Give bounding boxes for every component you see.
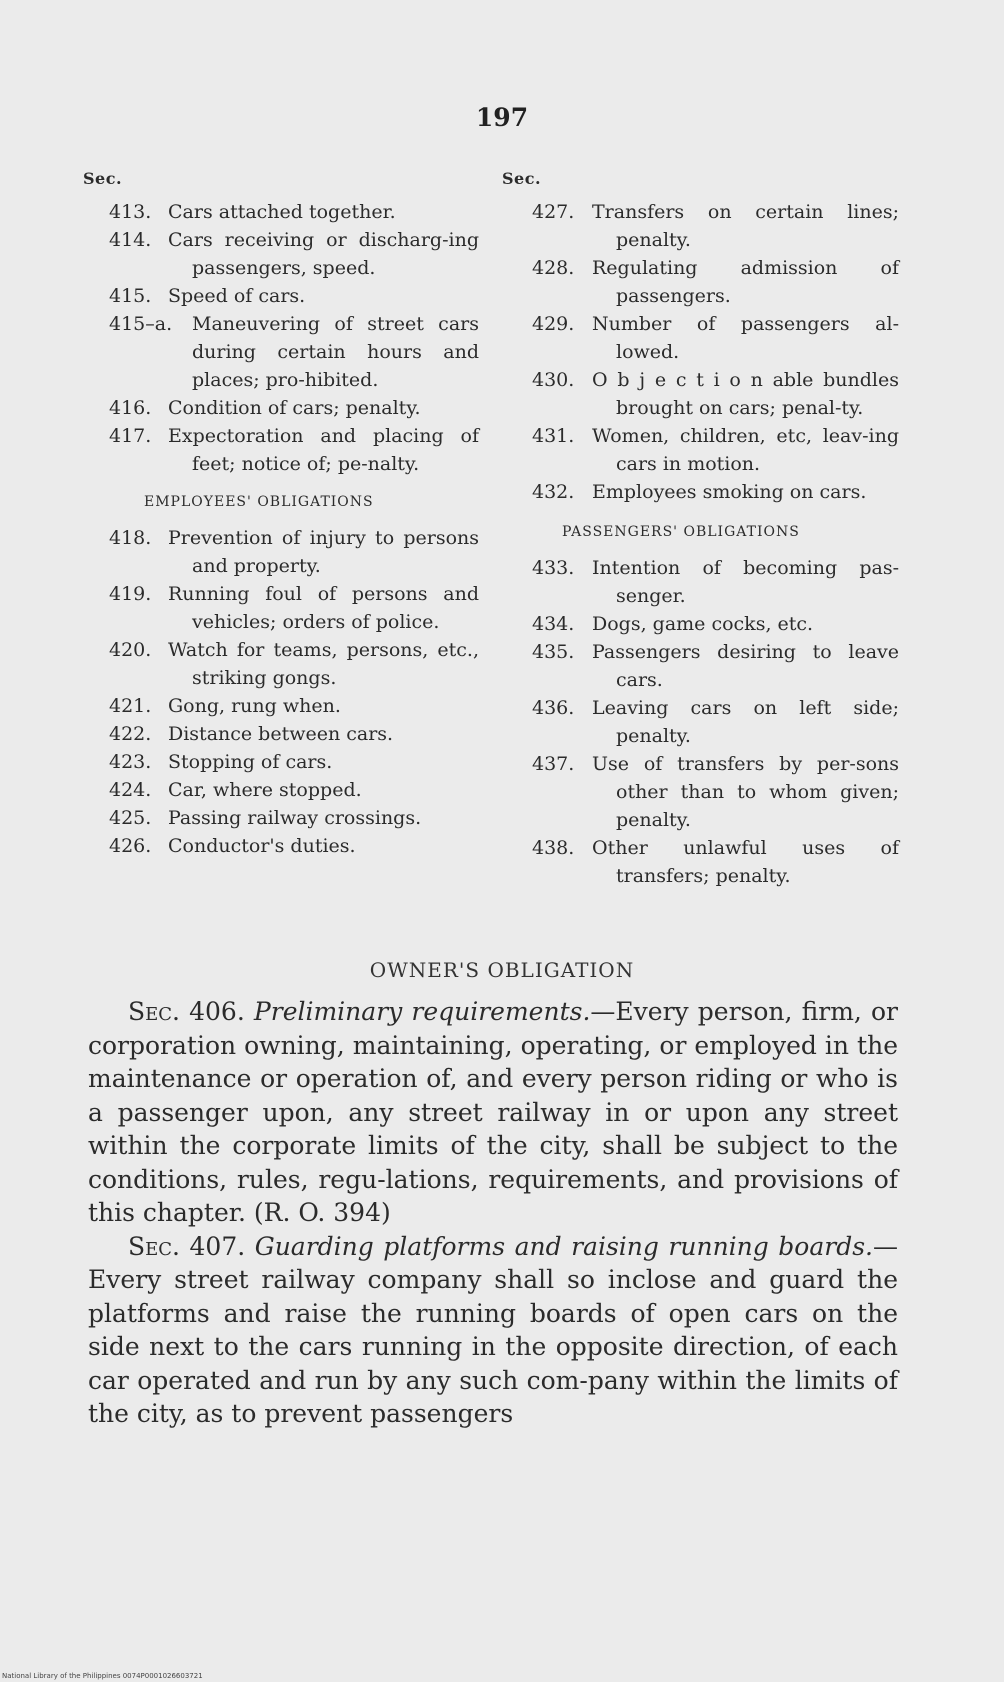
entry-number: 414. [109,229,152,251]
page-number: 197 [475,103,529,132]
section-title: Preliminary requirements. [253,997,591,1026]
entry-text: Passing railway crossings. [168,807,422,829]
contents-entry [84,282,479,310]
section-title: Guarding platforms and raising running boards. [254,1231,873,1261]
entry-text: Employees smoking on cars. [592,481,867,503]
entry-number: 429. [532,313,575,335]
contents-entry [502,310,899,366]
contents-right-column [502,165,899,890]
contents-entry [84,720,479,748]
section-number: Sec. 407. [128,1231,246,1261]
contents-entry [502,422,899,478]
body-text [88,995,898,1431]
entry-number: 413. [109,201,152,223]
contents-entry [84,422,479,478]
contents-entry [502,254,899,310]
contents-entry [502,694,899,750]
entry-number: 433. [532,557,575,579]
contents-entry [84,580,479,636]
paragraph [88,1230,898,1431]
entry-number: 421. [109,695,152,717]
contents-entry [84,310,479,394]
entry-text: Maneuvering of street cars during certain hours and places; pro-hibited. [192,313,479,391]
contents-entry [84,524,479,580]
entry-number: 432. [532,481,575,503]
contents-entry [502,638,899,694]
entry-text: Regulating admission of passengers. [592,257,899,307]
contents-entry [502,834,899,890]
contents-entry [84,198,479,226]
entry-text: Dogs, game cocks, etc. [592,613,814,635]
section-number: Sec. 406. [128,997,245,1026]
entry-text: Gong, rung when. [168,695,341,717]
entry-number: 435. [532,641,575,663]
contents-entry [84,226,479,282]
employees-obligations-heading: EMPLOYEES' OBLIGATIONS [144,494,374,510]
entry-number: 427. [532,201,575,223]
contents-entry [502,478,899,506]
entry-number: 436. [532,697,575,719]
contents-entry [502,198,899,254]
entry-text: Passengers desiring to leave cars. [592,641,899,691]
section-text: —Every person, firm, or corporation owning, maintaining, operating, or employed in the maintenance or operation of, and every person riding or who is a passenger upon, any street railway in or upon any street within the corporate limits of the city, shall be subject to the conditions, rules, regu-lations, requirements, and provisions of this chapter. (R. O. 394) [88,997,898,1227]
entry-text: Expectoration and placing of feet; notice of; pe-nalty. [168,425,479,475]
entry-number: 418. [109,527,152,549]
entry-text: Distance between cars. [168,723,394,745]
entry-number: 438. [532,837,575,859]
entry-number: 424. [109,779,152,801]
entry-text: Women, children, etc, leav-ing cars in motion. [592,425,899,475]
entry-number: 415. [109,285,152,307]
contents-entry [84,394,479,422]
contents-entry [84,832,479,860]
contents-left-column [84,165,479,860]
entry-text: Prevention of injury to persons and property. [168,527,479,577]
contents-entry [84,748,479,776]
footer-credit: National Library of the Philippines 0074P0001026603721 [2,1672,203,1680]
entry-text: Stopping of cars. [168,751,333,773]
entry-number: 423. [109,751,152,773]
entry-number: 417. [109,425,152,447]
entry-text: Watch for teams, persons, etc., striking gongs. [168,639,479,689]
sec-label: Sec. [502,169,542,188]
entry-text: Other unlawful uses of transfers; penalty. [592,837,899,887]
entry-text: Intention of becoming pas-senger. [592,557,899,607]
entry-text: Car, where stopped. [168,779,362,801]
entry-text: Running foul of persons and vehicles; orders of police. [168,583,479,633]
entry-text: O b j e c t i o n able bundles brought on cars; penal-ty. [592,369,899,419]
contents-entry [84,804,479,832]
entry-text: Cars receiving or discharg-ing passengers, speed. [168,229,479,279]
entry-text: Use of transfers by per-sons other than to whom given; penalty. [592,753,899,831]
entry-number: 422. [109,723,152,745]
entry-number: 419. [109,583,152,605]
passengers-obligations-heading: PASSENGERS' OBLIGATIONS [562,524,800,540]
section-text: —Every street railway company shall so inclose and guard the platforms and raise the running boards of open cars on the side next to the cars running in the opposite direction, of each car operated and run by any such com-pany within the limits of the city, as to prevent passengers [88,1231,898,1428]
entry-text: Speed of cars. [168,285,306,307]
section-heading: OWNER'S OBLIGATION [369,958,635,982]
entry-number: 437. [532,753,575,775]
entry-number: 420. [109,639,152,661]
sec-label: Sec. [83,169,123,188]
entry-text: Transfers on certain lines; penalty. [592,201,899,251]
contents-entry [84,776,479,804]
entry-text: Cars attached together. [168,201,396,223]
entry-number: 431. [532,425,575,447]
contents-entry [502,610,899,638]
entry-text: Conductor's duties. [168,835,356,857]
contents-entry [502,750,899,834]
entry-number: 434. [532,613,575,635]
contents-entry [84,636,479,692]
entry-number: 416. [109,397,152,419]
entry-number: 430. [532,369,575,391]
contents-entry [502,366,899,422]
contents-entry [502,554,899,610]
entry-number: 428. [532,257,575,279]
entry-text: Leaving cars on left side; penalty. [592,697,899,747]
paragraph [88,995,898,1230]
entry-text: Number of passengers al-lowed. [592,313,899,363]
entry-number: 426. [109,835,152,857]
entry-number: 425. [109,807,152,829]
entry-number: 415–a. [109,313,173,335]
contents-entry [84,692,479,720]
entry-text: Condition of cars; penalty. [168,397,421,419]
